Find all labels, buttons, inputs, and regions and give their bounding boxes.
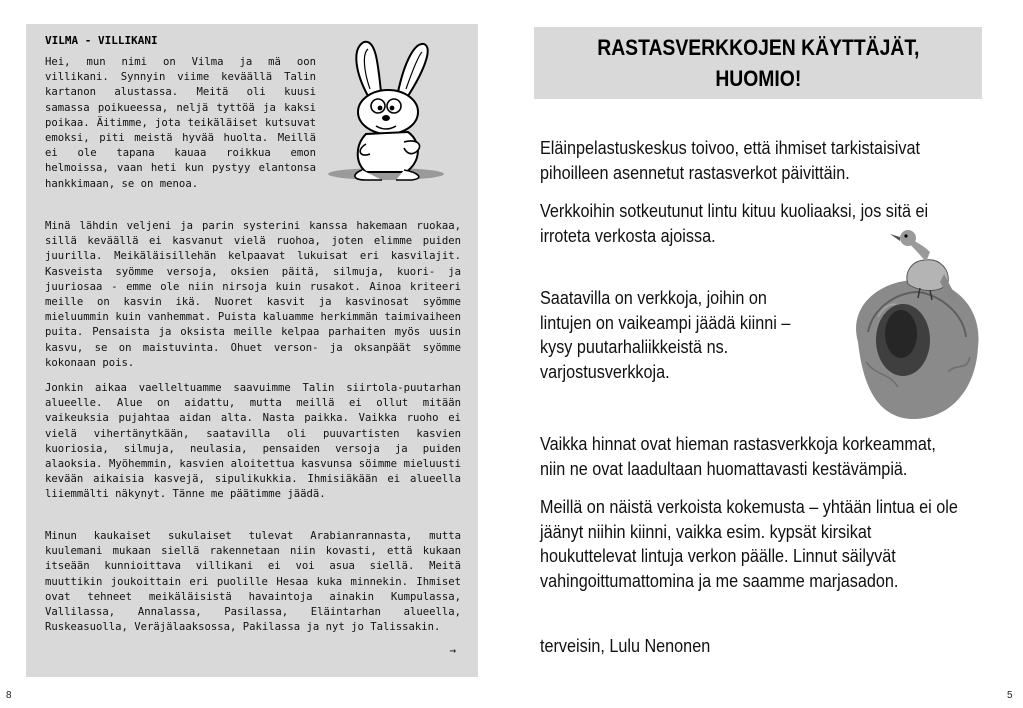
article-title-box <box>534 27 982 99</box>
article-paragraph-1: Eläinpelastuskeskus toivoo, että ihmiset tarkistaisivat pihoilleen asennetut rastasverkot päivittäin. <box>540 138 920 183</box>
story-title: VILMA - VILLIKANI <box>45 34 158 47</box>
story-box <box>26 24 478 677</box>
page-number-right: 5 <box>1007 690 1013 701</box>
bird-on-nest-illustration <box>838 222 988 422</box>
story-paragraph-2: Minä lähdin veljeni ja parin systerini kanssa hakemaan ruokaa, sillä keväällä ei kasvanut vielä ruohoa, joten elimme puiden juurilla. Meikäläisillehän kelpaavat lukuisat eri kasvilajit. Kasveista syömme versoja, oksien päitä, silmuja, kuori- ja juuriosaa - emme ole niin nirsoja kuin rusakot. Ainoa kriteeri meille on kasvin ikä. Nuoret kasvit ja kasvinosat syömme mieluummin kuin vanhemmat. Puista kaluamme herkimmän taimivaiheen puita. Pensaista ja oksista meille kelpaa parhaiten myös uusin kasvu, se on maistuvinta. Ohuet verson- ja oksanpäät syömme kokonaan pois. <box>45 220 461 369</box>
article-paragraph-3: Saatavilla on verkkoja, joihin on lintujen on vaikeampi jäädä kiinni – kysy puutarhaliikkeistä ns. varjostusverkkoja. <box>540 288 791 382</box>
article-paragraph-4: Vaikka hinnat ovat hieman rastasverkkoja korkeammat, niin ne ovat laadultaan huomattavasti kestävämpiä. <box>540 434 936 479</box>
article-paragraph-5: Meillä on näistä verkoista kokemusta – yhtään lintua ei ole jäänyt niihin kiinni, vaikka esim. kypsät kirsikat houkuttelevat lintuja verkon päälle. Linnut säilyvät vahingoittumattomina ja me saamme marjasadon. <box>540 497 958 591</box>
article-title: RASTASVERKKOJEN KÄYTTÄJÄT, HUOMIO! <box>596 35 920 91</box>
article-signature: terveisin, Lulu Nenonen <box>540 636 711 656</box>
article-paragraph-2: Verkkoihin sotkeutunut lintu kituu kuoliaaksi, jos sitä ei irroteta verkosta ajoissa. <box>540 201 929 246</box>
story-paragraph-1: Hei, mun nimi on Vilma ja mä oon villikani. Synnyin viime keväällä Talin kartanon alustassa. Meitä oli kuusi samassa poikueessa, neljä tyttöä ja kaksi poikaa. Äitimme, jota teikäläiset kutsuvat emoksi, piti meistä hyvää huolta. Meillä ei ole tapana kauaa roikkua emon helmoissa, vaan heti kun pystyy elantonsa hankkimaan, se on menoa. <box>45 56 316 190</box>
continue-arrow: → <box>449 644 456 657</box>
story-paragraph-4: Minun kaukaiset sukulaiset tulevat Arabianrannasta, mutta kuulemani mukaan siellä rakennetaan niin kovasti, että kukaan itseään kunnioittava villikani ei voi asua siellä. Meitä muuttikin joukoittain eri puolille Hesaa kuka minnekin. Ihmiset ovat tehneet meikäläisistä havaintoja ainakin Kumpulassa, Vallilassa, Annalassa, Pasilassa, Eläintarhan alueella, Ruskeasuolla, Veräjälaaksossa, Pakilassa ja nyt jo Talissakin. <box>45 530 461 634</box>
page-number-left: 8 <box>6 690 12 701</box>
rabbit-illustration <box>326 34 466 184</box>
story-paragraph-3: Jonkin aikaa vaelleltuamme saavuimme Talin siirtola-puutarhan alueelle. Alue on aidattu, mutta meillä ei ollut mitään vaikeuksia pujahtaa aidan alta. Nasta paikka. Vaikka ruoho ei vielä vihertänytkään, saatavilla oli puuvartisten kasvien kuoriosia, silmuja, neulasia, pensaiden versoja ja puiden alaoksia. Myöhemmin, kasvien aloitettua kasvunsa söimme mieluusti kevään aikaisia kasvejä, sipulikukkia. Ihmisiäkään ei alueella liiemmälti näkynyt. Tänne me päätimme jäädä. <box>45 382 461 501</box>
